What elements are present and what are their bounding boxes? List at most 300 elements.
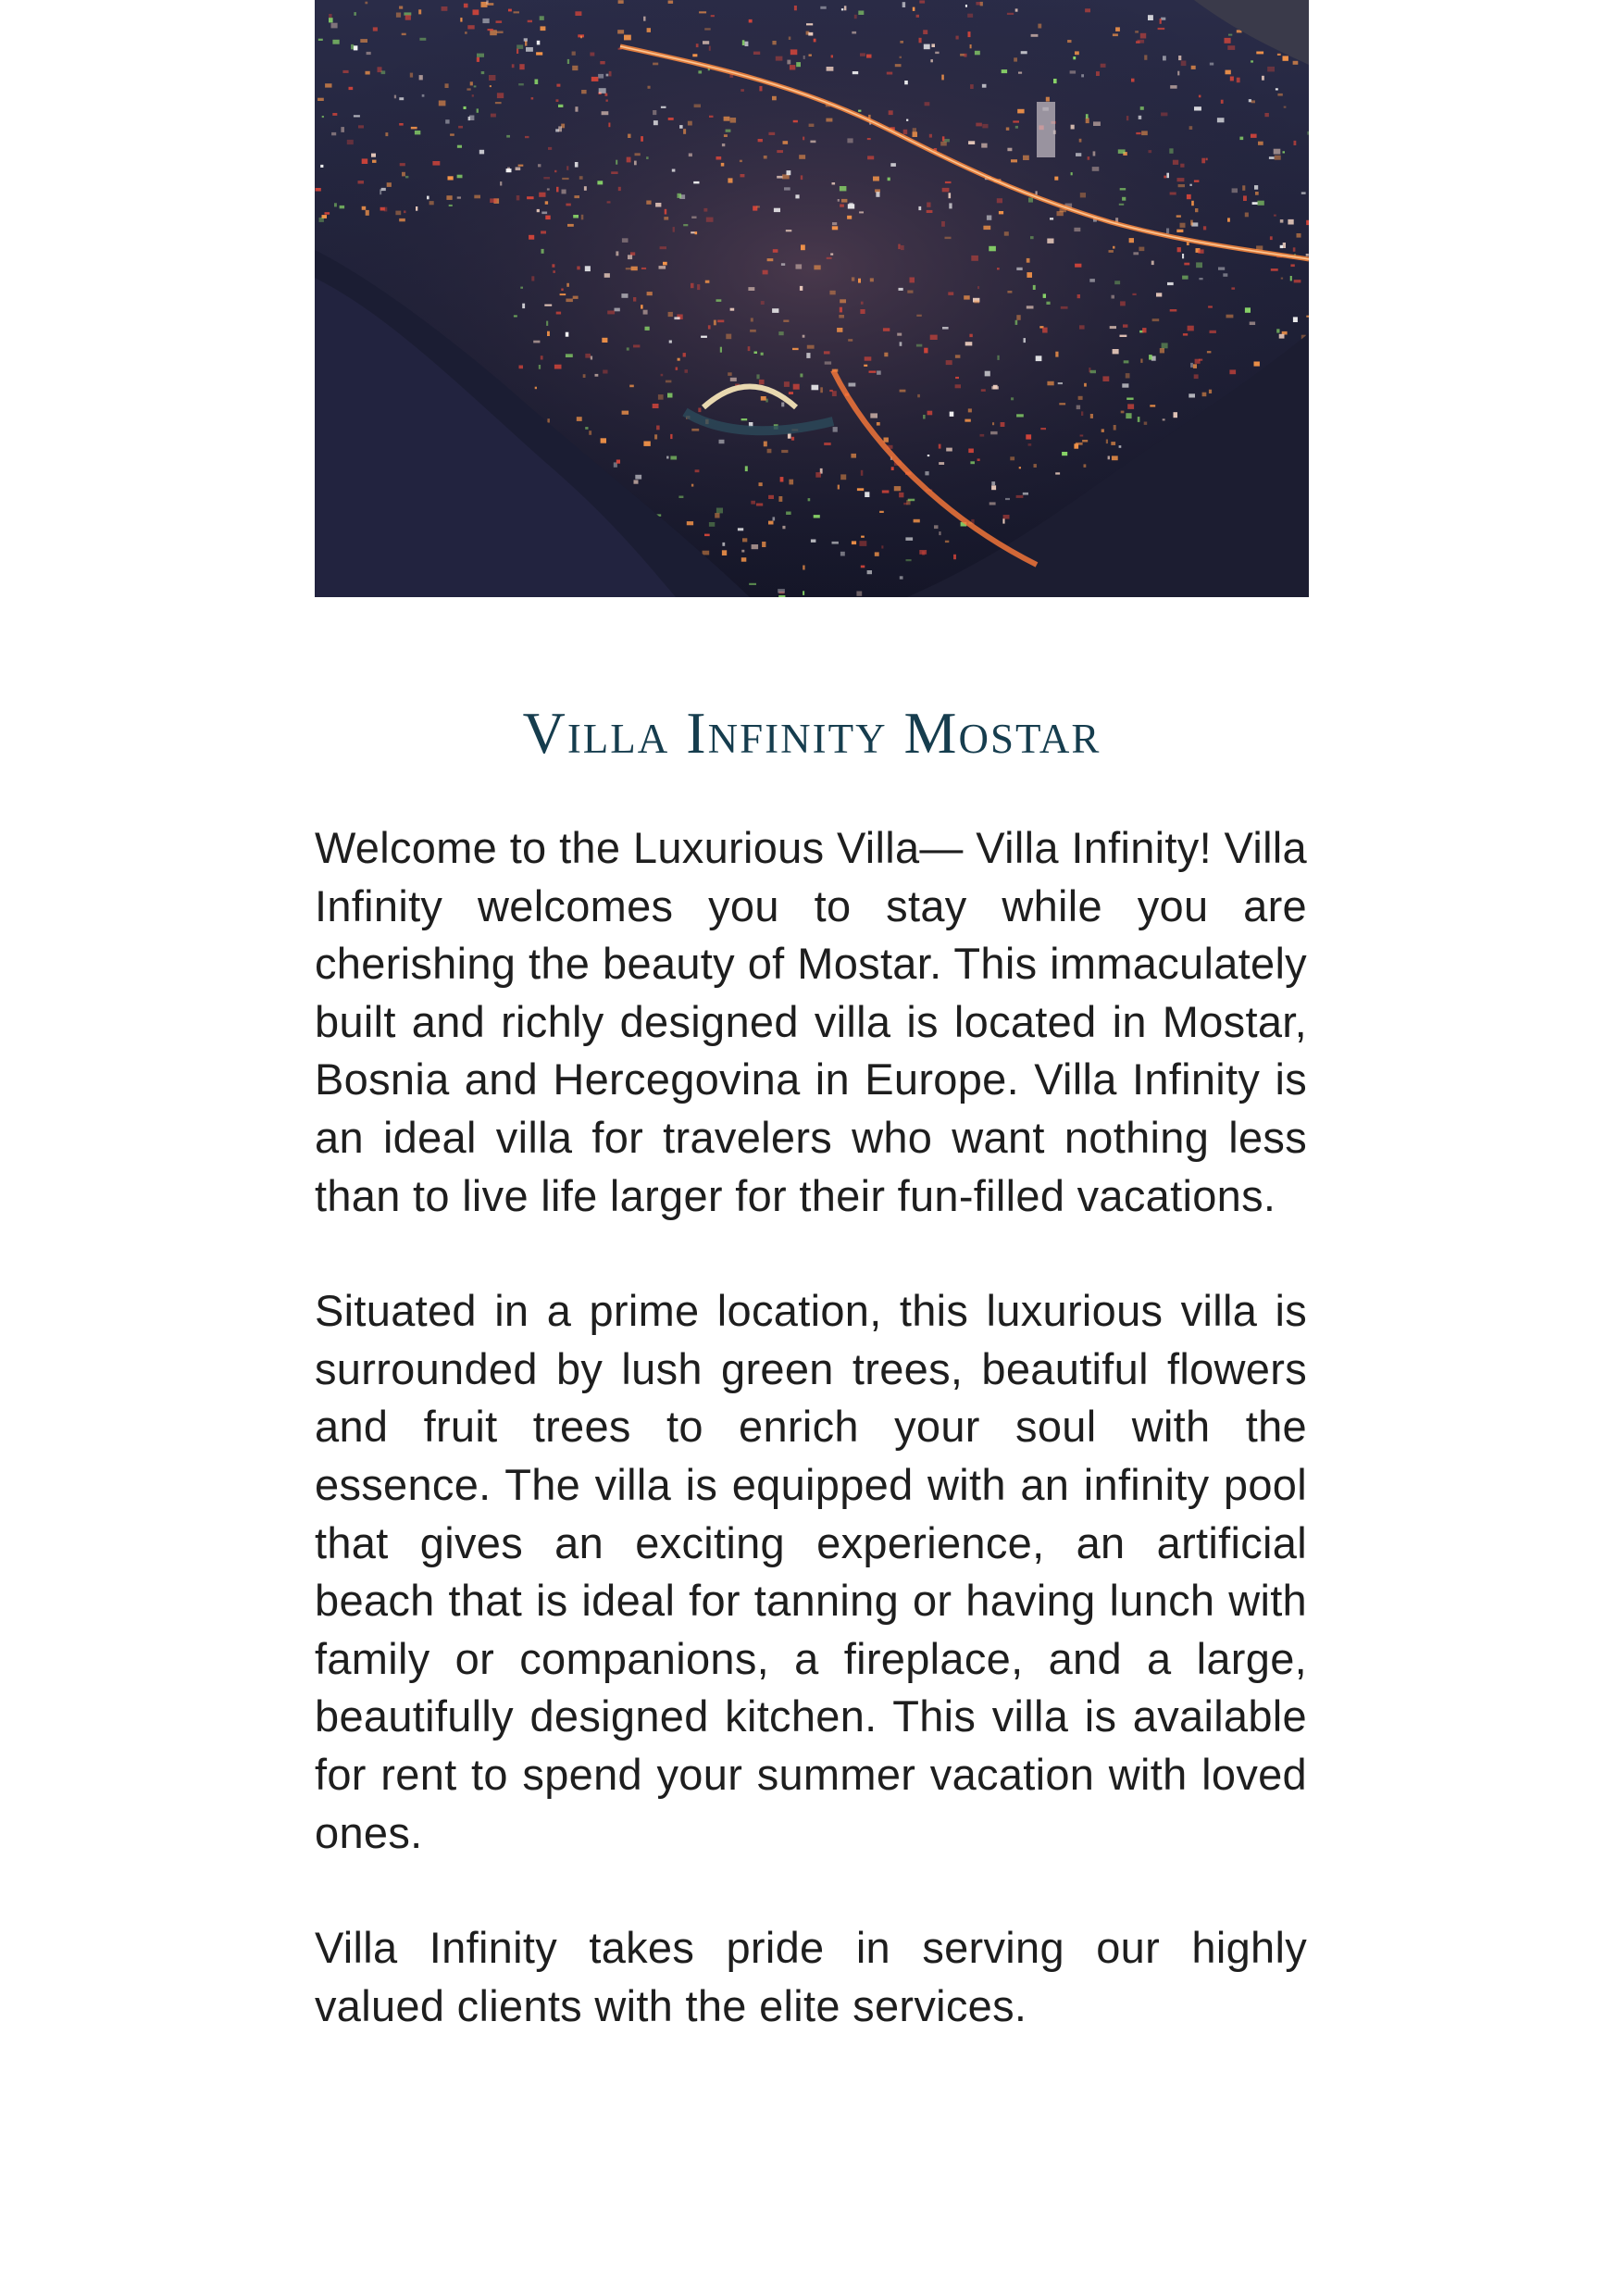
city-light (810, 141, 815, 144)
city-light (1301, 192, 1306, 193)
city-light (791, 437, 794, 441)
city-light (1189, 184, 1191, 186)
city-light (340, 206, 345, 208)
city-light (826, 119, 832, 122)
city-light (411, 127, 417, 130)
city-light (319, 218, 324, 222)
city-light (482, 19, 489, 23)
city-light (970, 44, 972, 48)
city-light (365, 2, 367, 5)
city-light (366, 71, 370, 75)
city-light (1151, 261, 1154, 266)
city-light (1161, 113, 1167, 117)
city-light (687, 521, 693, 525)
city-light (1177, 71, 1179, 76)
city-light (1250, 322, 1255, 326)
city-light (1071, 125, 1075, 130)
city-light (1139, 247, 1144, 252)
city-light (991, 485, 996, 490)
city-light (1014, 57, 1017, 61)
city-light (404, 211, 406, 214)
city-light (1086, 118, 1089, 123)
city-light (566, 166, 568, 170)
city-light (1126, 373, 1130, 378)
city-light (827, 257, 832, 259)
city-light (512, 64, 515, 68)
city-light (741, 557, 747, 562)
city-light (831, 55, 833, 57)
city-light (764, 156, 767, 159)
city-light (773, 249, 778, 253)
city-light (865, 492, 869, 497)
city-light (600, 61, 604, 64)
city-light (329, 14, 331, 18)
city-light (867, 138, 871, 140)
city-light (1023, 493, 1028, 495)
city-light (566, 204, 570, 206)
city-light (708, 325, 711, 329)
city-light (829, 291, 835, 295)
city-light (913, 7, 915, 11)
city-light (704, 28, 711, 30)
city-light (633, 344, 640, 347)
city-light (624, 35, 631, 41)
city-light (1141, 131, 1148, 135)
city-light (432, 161, 440, 166)
city-light (362, 158, 368, 164)
city-light (467, 88, 470, 90)
city-light (1062, 452, 1067, 455)
city-light (783, 320, 789, 322)
location-paragraph: Situated in a prime location, this luxurious villa is surrounded by lush green trees, beautiful flowers and fruit trees to enrich your soul with the essence. The villa is equipped with an infinity pool that gives an exciting experience, an artificial beach that is ideal for tanning or having lunch with family or companions, a fireplace, and a large, beautifully designed kitchen. This villa is available for rent to spend your summer vacation with loved ones. (315, 1286, 1307, 1857)
city-light (726, 334, 731, 340)
city-light (867, 156, 874, 159)
city-light (858, 110, 861, 112)
city-light (1129, 238, 1134, 243)
city-light (351, 44, 354, 49)
city-light (1111, 442, 1115, 445)
city-light (1210, 63, 1214, 66)
city-light (577, 417, 582, 421)
city-light (777, 176, 782, 179)
city-light (841, 8, 843, 10)
city-light (1229, 369, 1236, 374)
city-light (981, 144, 987, 148)
city-light (894, 486, 901, 491)
city-light (955, 355, 961, 358)
city-light (1277, 94, 1282, 96)
city-light (659, 266, 666, 269)
city-light (776, 56, 783, 61)
city-light (918, 206, 921, 210)
city-light (900, 576, 903, 579)
city-light (1047, 239, 1053, 243)
city-light (956, 36, 959, 40)
city-light (1124, 360, 1129, 363)
city-light (1079, 325, 1085, 329)
city-light (1016, 495, 1024, 498)
city-light (1279, 334, 1285, 339)
city-light (573, 215, 579, 218)
city-light (1290, 264, 1294, 267)
city-light (491, 114, 496, 118)
city-light (919, 0, 925, 3)
city-light (536, 52, 542, 55)
city-light (745, 466, 748, 471)
city-light (857, 488, 864, 491)
city-light (535, 387, 537, 390)
city-light (827, 67, 834, 71)
city-light (749, 583, 756, 585)
city-light (1144, 422, 1148, 425)
city-light (1203, 226, 1206, 230)
city-light (1114, 425, 1116, 430)
city-light (976, 123, 982, 127)
city-light (646, 201, 651, 205)
city-light (1113, 349, 1119, 354)
city-light (553, 270, 555, 273)
city-light (754, 352, 758, 355)
city-light (806, 23, 813, 25)
city-light (1028, 198, 1033, 203)
city-light (1026, 434, 1031, 439)
city-light (726, 130, 731, 132)
city-light (1080, 193, 1086, 197)
city-light (942, 188, 950, 192)
city-light (1196, 262, 1202, 268)
city-light (380, 207, 385, 211)
city-light (989, 502, 996, 505)
city-light (602, 338, 607, 343)
city-light (803, 591, 804, 595)
city-light (960, 54, 965, 56)
city-light (599, 88, 606, 94)
city-light (722, 550, 727, 555)
city-light (683, 224, 688, 226)
city-light (331, 23, 338, 29)
city-light (399, 6, 403, 9)
city-light (362, 206, 367, 210)
city-light (1123, 324, 1127, 327)
city-light (1028, 443, 1032, 446)
city-light (539, 365, 541, 369)
city-light (1156, 293, 1162, 296)
city-light (907, 291, 913, 293)
city-light (580, 36, 582, 39)
city-light (683, 353, 686, 356)
city-light (1198, 249, 1203, 253)
city-light (541, 231, 546, 233)
city-light (981, 389, 986, 392)
city-light (427, 196, 429, 200)
city-light (955, 377, 959, 379)
city-light (1251, 100, 1256, 103)
city-light (1277, 54, 1281, 56)
city-light (1194, 106, 1201, 110)
city-light (861, 536, 865, 538)
city-light (481, 71, 485, 74)
city-light (838, 199, 840, 202)
city-light (1015, 320, 1018, 325)
city-light (1163, 418, 1165, 420)
city-light (579, 176, 583, 180)
city-light (849, 383, 856, 387)
city-light (898, 244, 900, 250)
city-light (1239, 137, 1243, 141)
city-light (661, 374, 664, 377)
city-light (318, 39, 323, 41)
city-light (1031, 34, 1039, 37)
city-light (332, 40, 339, 44)
city-light (561, 289, 563, 292)
city-light (692, 54, 697, 56)
city-light (787, 60, 790, 65)
city-light (1078, 396, 1083, 400)
city-light (787, 170, 791, 175)
city-light (1122, 383, 1128, 387)
city-light (524, 38, 528, 41)
city-light (778, 595, 785, 597)
city-light (418, 9, 421, 14)
city-light (777, 150, 783, 153)
city-light (622, 238, 629, 243)
city-light (876, 192, 879, 197)
city-light (1276, 88, 1278, 90)
city-light (1086, 114, 1089, 119)
city-light (877, 370, 881, 374)
city-night-illustration (315, 0, 1309, 597)
city-light (1293, 317, 1298, 322)
city-light (1038, 24, 1041, 29)
city-light (1043, 293, 1046, 298)
city-light (381, 188, 386, 191)
city-light (870, 413, 877, 418)
city-light (668, 1, 674, 4)
city-light (786, 230, 792, 231)
city-light (1073, 56, 1076, 59)
city-light (683, 129, 686, 134)
city-light (806, 353, 810, 358)
city-light (405, 15, 411, 20)
city-light (980, 434, 985, 437)
city-light (925, 102, 930, 106)
city-light (840, 299, 846, 303)
city-light (975, 51, 980, 56)
city-light (945, 181, 952, 183)
city-light (1226, 70, 1231, 75)
city-light (1011, 397, 1014, 400)
city-light (354, 115, 360, 117)
city-light (852, 31, 856, 34)
city-light (585, 427, 588, 430)
city-light (583, 374, 586, 378)
city-light (1113, 246, 1115, 249)
city-light (728, 372, 732, 376)
city-light (709, 522, 715, 527)
city-light (1191, 66, 1196, 69)
city-light (781, 403, 784, 407)
city-light (728, 178, 732, 182)
city-light (1096, 71, 1100, 76)
city-light (526, 47, 533, 52)
city-light (780, 477, 784, 481)
city-light (989, 246, 996, 252)
city-light (540, 16, 544, 20)
city-light (1150, 405, 1155, 406)
city-light (1182, 276, 1189, 280)
city-light (399, 218, 405, 221)
city-light (500, 181, 502, 185)
city-light (741, 418, 748, 420)
city-light (604, 273, 610, 278)
city-light (399, 123, 404, 126)
city-light (1232, 188, 1238, 193)
city-light (916, 344, 922, 347)
city-light (1132, 293, 1136, 295)
city-light (546, 321, 548, 326)
city-light (541, 356, 543, 359)
city-light (525, 41, 527, 46)
city-light (1090, 370, 1096, 373)
city-light (1007, 13, 1014, 15)
city-light (1231, 287, 1235, 289)
city-light (768, 495, 774, 499)
city-light (1189, 126, 1193, 130)
city-light (1002, 518, 1004, 523)
city-light (698, 408, 701, 413)
city-light (970, 84, 974, 89)
city-light (602, 111, 609, 115)
city-light (825, 361, 831, 364)
city-light (875, 552, 879, 555)
city-light (897, 333, 902, 336)
city-light (544, 305, 552, 306)
city-light (1027, 272, 1032, 278)
city-light (1177, 247, 1181, 252)
city-light (789, 392, 793, 394)
city-light (906, 559, 912, 561)
city-light (1144, 55, 1147, 59)
city-light (547, 418, 550, 422)
city-light (556, 99, 559, 102)
city-light (645, 327, 650, 331)
city-light (1254, 362, 1260, 367)
city-light (1178, 184, 1185, 187)
city-light (1047, 381, 1053, 386)
city-light (761, 353, 764, 356)
city-light (1160, 19, 1162, 24)
city-light (320, 165, 323, 168)
city-light (1088, 156, 1090, 160)
city-light (535, 80, 539, 85)
city-light (768, 132, 775, 135)
city-light (838, 485, 840, 490)
city-light (1027, 306, 1034, 308)
city-light (1188, 326, 1194, 331)
city-light (763, 270, 768, 275)
city-light (903, 130, 908, 134)
city-light (446, 195, 452, 200)
city-light (685, 369, 689, 373)
city-light (1110, 326, 1116, 329)
city-light (794, 6, 797, 10)
city-light (809, 124, 815, 127)
city-light (1079, 139, 1082, 143)
city-light (670, 434, 672, 439)
city-light (965, 419, 970, 422)
city-light (900, 390, 906, 393)
city-light (722, 543, 725, 546)
city-light (547, 331, 550, 336)
city-light (400, 163, 405, 166)
city-light (796, 62, 801, 67)
city-light (970, 461, 975, 464)
city-light (584, 186, 587, 191)
city-light (793, 384, 800, 390)
city-light (1077, 294, 1080, 298)
city-light (929, 134, 932, 138)
city-light (953, 555, 956, 559)
city-light (1166, 229, 1169, 234)
city-light (941, 75, 944, 81)
city-light (1077, 406, 1080, 410)
city-light (1254, 185, 1258, 190)
city-light (541, 212, 547, 215)
city-light (1184, 263, 1189, 266)
city-light (1218, 268, 1225, 270)
city-light (380, 189, 381, 194)
city-light (1206, 158, 1208, 161)
city-light (914, 519, 920, 523)
city-light (1221, 100, 1224, 104)
city-light (873, 177, 879, 181)
city-light (1106, 440, 1108, 444)
city-light (809, 55, 812, 56)
city-light (1015, 8, 1018, 11)
city-light (801, 244, 805, 250)
city-light (547, 188, 550, 190)
city-light (767, 258, 774, 261)
city-light (518, 83, 524, 85)
city-light (1189, 393, 1195, 397)
city-light (1306, 220, 1309, 225)
city-light (942, 136, 945, 141)
city-light (399, 97, 404, 100)
city-light (742, 40, 745, 45)
city-light (935, 52, 939, 54)
city-light (1061, 306, 1068, 309)
city-light (341, 127, 344, 132)
city-light (661, 106, 666, 108)
city-light (506, 135, 510, 138)
city-light (419, 38, 426, 41)
city-light (902, 2, 905, 7)
city-light (969, 334, 972, 337)
city-light (709, 46, 711, 51)
city-light (774, 208, 780, 212)
city-light (622, 411, 629, 415)
city-light (1016, 315, 1020, 320)
city-light (647, 28, 651, 32)
city-light (575, 106, 578, 112)
city-light (705, 281, 710, 283)
city-light (1187, 194, 1191, 199)
city-light (720, 347, 722, 353)
city-light (814, 515, 820, 518)
city-light (803, 566, 804, 570)
city-light (784, 187, 790, 190)
city-light (949, 193, 952, 198)
